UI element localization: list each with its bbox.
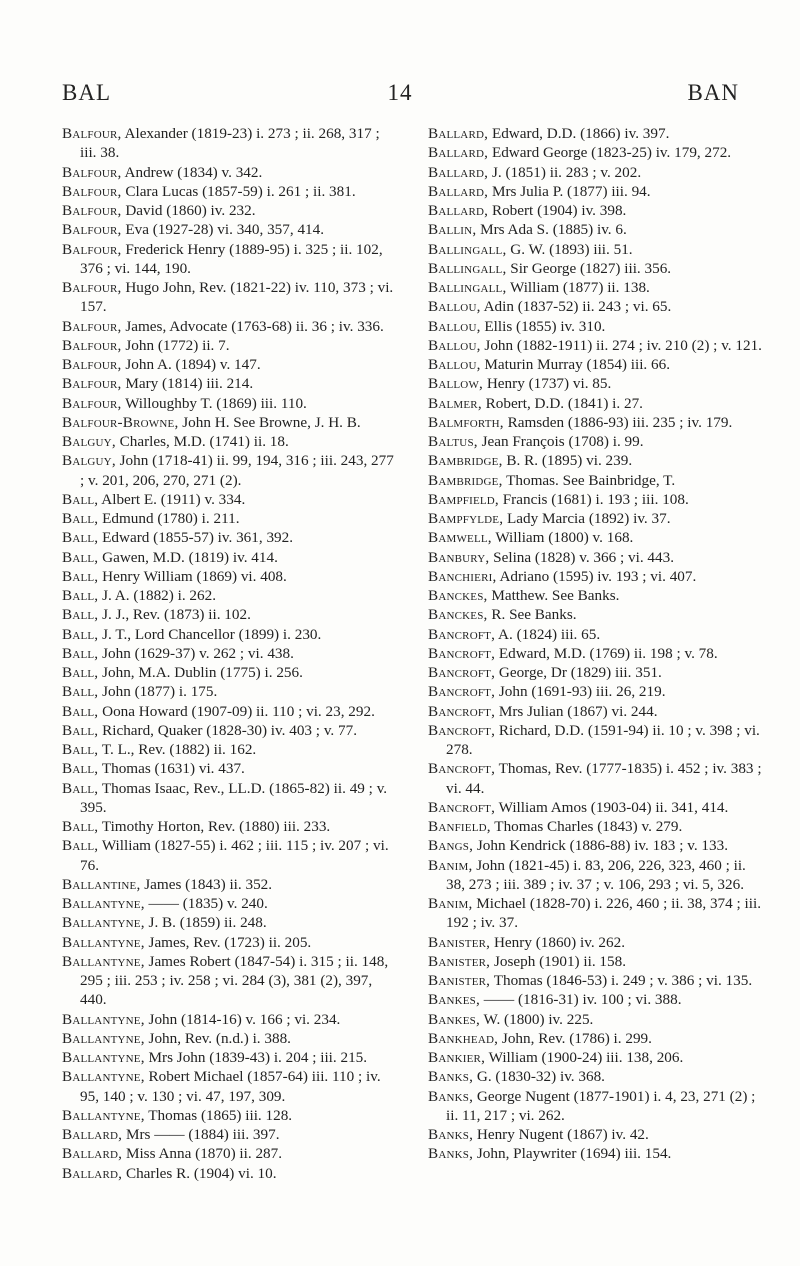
- entry-details: Gawen, M.D. (1819) iv. 414.: [98, 548, 278, 566]
- index-entry: [428, 817, 764, 836]
- index-entry: [428, 201, 764, 220]
- index-entry: [428, 721, 764, 760]
- entry-surname: Banister,: [428, 952, 491, 970]
- index-entry: [428, 432, 764, 451]
- entry-details: Sir George (1827) iii. 356.: [506, 259, 672, 277]
- index-entry: [62, 1125, 398, 1144]
- entry-surname: Ballard,: [428, 182, 489, 200]
- entry-surname: Bamwell,: [428, 529, 492, 547]
- entry-surname: Banfield,: [428, 818, 491, 835]
- entry-details: J. A. (1882) i. 262.: [98, 587, 217, 604]
- index-entry: [428, 856, 764, 895]
- entry-surname: Ball,: [62, 818, 99, 835]
- entry-surname: Ball,: [62, 625, 99, 643]
- entry-details: Ramsden (1886-93) iii. 235 ; iv. 179.: [503, 413, 733, 431]
- entry-surname: Ballantyne,: [62, 1029, 145, 1047]
- entry-surname: Balfour,: [62, 202, 122, 219]
- entry-surname: Balmforth,: [428, 413, 504, 431]
- entry-surname: Bangs,: [428, 837, 474, 855]
- entry-surname: Ballingall,: [428, 259, 507, 277]
- entry-surname: Bankhead,: [428, 1029, 499, 1047]
- entry-surname: Ballou,: [428, 356, 481, 373]
- entry-details: Frederick Henry (1889-95) i. 325 ; ii. 102, 376 ; vi. 144, 190.: [80, 240, 383, 277]
- entry-surname: Ballantyne,: [62, 952, 145, 970]
- entry-surname: Bancroft,: [428, 664, 496, 681]
- entry-surname: Balfour,: [62, 336, 122, 354]
- index-entry: [62, 432, 398, 451]
- entry-surname: Ballou,: [428, 317, 481, 335]
- index-entry: [428, 586, 764, 605]
- entry-details: Edward, D.D. (1866) iv. 397.: [488, 125, 670, 142]
- entry-details: Michael (1828-70) i. 226, 460 ; ii. 38, 374 ; iii. 192 ; iv. 37.: [446, 895, 762, 932]
- entry-details: Henry (1737) vi. 85.: [483, 375, 612, 393]
- index-entry: [428, 933, 764, 952]
- entry-details: Maturin Murray (1854) iii. 66.: [480, 356, 671, 373]
- entry-details: Joseph (1901) ii. 158.: [490, 952, 627, 970]
- entry-surname: Bancroft,: [428, 683, 496, 701]
- entry-details: William (1827-55) i. 462 ; iii. 115 ; iv. 207 ; vi. 76.: [80, 837, 389, 874]
- index-entry: [428, 336, 764, 355]
- entry-surname: Ball,: [62, 721, 99, 739]
- entry-surname: Ball,: [62, 683, 99, 701]
- entry-surname: Balguy,: [62, 433, 116, 450]
- entry-details: Mrs Ada S. (1885) iv. 6.: [476, 221, 627, 239]
- entry-details: John H. See Browne, J. H. B.: [178, 413, 361, 431]
- entry-details: John (1718-41) ii. 99, 194, 316 ; iii. 243, 277 ; v. 201, 206, 270, 271 (2).: [80, 452, 394, 489]
- entry-surname: Bancroft,: [428, 702, 496, 720]
- index-entry: [428, 1067, 764, 1086]
- entry-details: Francis (1681) i. 193 ; iii. 108.: [498, 490, 689, 508]
- entry-surname: Ball,: [62, 741, 99, 758]
- index-column-right: [428, 124, 764, 1164]
- index-entry: [62, 702, 398, 721]
- entry-details: Edmund (1780) i. 211.: [98, 510, 240, 527]
- index-entry: [62, 836, 398, 875]
- entry-surname: Ball,: [62, 837, 99, 855]
- index-entry: [428, 952, 764, 971]
- entry-details: Robert, D.D. (1841) i. 27.: [481, 394, 643, 412]
- index-entry: [428, 528, 764, 547]
- entry-surname: Banks,: [428, 1126, 474, 1143]
- entry-details: A. (1824) iii. 65.: [495, 625, 601, 643]
- index-entry: [62, 201, 398, 220]
- entry-details: Charles, M.D. (1741) ii. 18.: [115, 433, 289, 450]
- entry-surname: Ballantyne,: [62, 1049, 145, 1066]
- entry-details: Jean François (1708) i. 99.: [477, 433, 644, 450]
- index-entry: [428, 894, 764, 933]
- index-entry: [62, 682, 398, 701]
- entry-details: William (1900-24) iii. 138, 206.: [485, 1049, 684, 1066]
- entry-details: Andrew (1834) v. 342.: [121, 163, 263, 181]
- index-entry: [62, 952, 398, 1010]
- entry-surname: Ballantyne,: [62, 933, 145, 951]
- index-entry: [428, 259, 764, 278]
- index-entry: [428, 1087, 764, 1126]
- index-entry: [62, 567, 398, 586]
- index-entry: [62, 1106, 398, 1125]
- index-entry: [428, 644, 764, 663]
- entry-details: Mrs Julia P. (1877) iii. 94.: [488, 182, 651, 200]
- index-entry: [428, 759, 764, 798]
- entry-surname: Ballard,: [62, 1145, 123, 1163]
- entry-details: R. See Banks.: [487, 606, 577, 624]
- entry-details: William (1877) ii. 138.: [506, 279, 650, 296]
- entry-details: Richard, Quaker (1828-30) iv. 403 ; v. 77.: [98, 721, 358, 739]
- entry-details: J. B. (1859) ii. 248.: [144, 914, 267, 932]
- entry-details: Oona Howard (1907-09) ii. 110 ; vi. 23, 292.: [98, 702, 375, 720]
- index-entry: [62, 933, 398, 952]
- entry-details: —— (1835) v. 240.: [144, 895, 268, 912]
- index-entry: [62, 817, 398, 836]
- entry-details: Thomas. See Bainbridge, T.: [502, 471, 676, 489]
- entry-details: Robert Michael (1857-64) iii. 110 ; iv. 95, 140 ; v. 130 ; vi. 47, 197, 309.: [80, 1068, 381, 1105]
- entry-details: G. W. (1893) iii. 51.: [506, 240, 633, 258]
- entry-surname: Ballou,: [428, 298, 481, 316]
- entry-details: Lady Marcia (1892) iv. 37.: [503, 510, 671, 527]
- page-number: 14: [387, 80, 413, 105]
- entry-surname: Ballard,: [62, 1164, 123, 1182]
- entry-details: James (1843) ii. 352.: [140, 875, 273, 893]
- index-entry: [62, 220, 398, 239]
- entry-details: John (1814-16) v. 166 ; vi. 234.: [144, 1010, 341, 1028]
- index-entry: [62, 875, 398, 894]
- entry-surname: Balfour,: [62, 125, 122, 142]
- entry-surname: Ballou,: [428, 336, 481, 354]
- entry-details: Robert (1904) iv. 398.: [488, 202, 627, 219]
- entry-details: John, M.A. Dublin (1775) i. 256.: [98, 664, 303, 681]
- index-entry: [62, 490, 398, 509]
- entry-details: T. L., Rev. (1882) ii. 162.: [98, 741, 257, 758]
- entry-details: Willoughby T. (1869) iii. 110.: [121, 394, 307, 412]
- entry-details: John Kendrick (1886-88) iv. 183 ; v. 133.: [473, 837, 728, 855]
- entry-surname: Ballard,: [62, 1126, 123, 1143]
- entry-surname: Ballin,: [428, 221, 477, 239]
- entry-details: John A. (1894) v. 147.: [121, 356, 261, 373]
- entry-surname: Bambridge,: [428, 471, 503, 489]
- entry-surname: Ball,: [62, 606, 99, 624]
- index-entry: [428, 471, 764, 490]
- index-entry: [62, 163, 398, 182]
- entry-surname: Baltus,: [428, 433, 478, 450]
- index-entry: [428, 220, 764, 239]
- index-entry: [62, 413, 398, 432]
- index-entry: [428, 163, 764, 182]
- entry-surname: Banks,: [428, 1087, 474, 1105]
- entry-details: John (1691-93) iii. 26, 219.: [495, 683, 666, 701]
- entry-surname: Banbury,: [428, 548, 490, 566]
- header-right-guide-word: BAN: [687, 80, 739, 105]
- entry-details: Albert E. (1911) v. 334.: [98, 490, 246, 508]
- entry-surname: Balfour,: [62, 279, 122, 296]
- entry-details: J. T., Lord Chancellor (1899) i. 230.: [98, 625, 322, 643]
- index-entry: [428, 836, 764, 855]
- index-entry: [62, 336, 398, 355]
- entry-surname: Ball,: [62, 548, 99, 566]
- index-entry: [62, 1164, 398, 1183]
- entry-details: James, Advocate (1763-68) ii. 36 ; iv. 336.: [121, 317, 384, 335]
- entry-surname: Bampfylde,: [428, 510, 504, 527]
- entry-surname: Ball,: [62, 587, 99, 604]
- entry-details: James Robert (1847-54) i. 315 ; ii. 148, 295 ; iii. 253 ; iv. 258 ; vi. 284 (3), 381 (2), 397, 440.: [80, 952, 389, 1009]
- index-entry: [428, 143, 764, 162]
- index-entry: [428, 990, 764, 1009]
- entry-surname: Banister,: [428, 972, 491, 989]
- index-entry: [62, 1067, 398, 1106]
- entry-surname: Banckes,: [428, 606, 488, 624]
- entry-surname: Ball,: [62, 664, 99, 681]
- entry-surname: Ballard,: [428, 202, 489, 219]
- entry-details: Alexander (1819-23) i. 273 ; ii. 268, 317 ; iii. 38.: [80, 125, 380, 162]
- entry-details: George Nugent (1877-1901) i. 4, 23, 271 (2) ; ii. 11, 217 ; vi. 262.: [446, 1087, 756, 1124]
- index-entry: [62, 1010, 398, 1029]
- entry-details: B. R. (1895) vi. 239.: [502, 452, 633, 470]
- entry-details: George, Dr (1829) iii. 351.: [495, 664, 662, 681]
- entry-surname: Balfour,: [62, 163, 122, 181]
- index-entry: [428, 605, 764, 624]
- entry-surname: Balfour,: [62, 182, 122, 200]
- entry-surname: Balfour,: [62, 317, 122, 335]
- entry-surname: Bampfield,: [428, 490, 499, 508]
- index-entry: [62, 663, 398, 682]
- entry-details: John, Playwriter (1694) iii. 154.: [473, 1145, 672, 1163]
- index-entry: [62, 586, 398, 605]
- index-entry: [62, 779, 398, 818]
- index-entry: [62, 374, 398, 393]
- entry-surname: Ball,: [62, 779, 99, 797]
- entry-details: Edward (1855-57) iv. 361, 392.: [98, 529, 294, 547]
- entry-details: Thomas, Rev. (1777-1835) i. 452 ; iv. 383 ; vi. 44.: [446, 760, 762, 797]
- entry-details: John (1821-45) i. 83, 206, 226, 323, 460 ; ii. 38, 273 ; iii. 389 ; iv. 37 ; v. 106, 293 ; vi. 5, 326.: [446, 856, 746, 893]
- index-entry: [428, 278, 764, 297]
- entry-surname: Balfour,: [62, 240, 122, 258]
- entry-surname: Banks,: [428, 1068, 474, 1086]
- entry-details: John, Rev. (n.d.) i. 388.: [144, 1029, 291, 1047]
- index-entry: [62, 278, 398, 317]
- entry-surname: Bankes,: [428, 1010, 480, 1028]
- index-entry: [428, 124, 764, 143]
- index-column-left: [62, 124, 398, 1183]
- index-entry: [62, 1048, 398, 1067]
- entry-details: John (1772) ii. 7.: [121, 336, 230, 354]
- index-entry: [428, 509, 764, 528]
- entry-details: J. J., Rev. (1873) ii. 102.: [98, 606, 251, 624]
- entry-surname: Ballingall,: [428, 240, 507, 258]
- entry-surname: Balfour,: [62, 221, 122, 239]
- index-entry: [428, 413, 764, 432]
- index-entry: [428, 394, 764, 413]
- entry-surname: Ball,: [62, 644, 99, 662]
- entry-details: Adin (1837-52) ii. 243 ; vi. 65.: [480, 298, 672, 316]
- entry-surname: Banim,: [428, 895, 473, 912]
- entry-surname: Bambridge,: [428, 452, 503, 470]
- entry-details: J. (1851) ii. 283 ; v. 202.: [488, 163, 642, 181]
- entry-surname: Ballingall,: [428, 279, 507, 296]
- index-entry: [62, 355, 398, 374]
- entry-surname: Ballard,: [428, 125, 489, 142]
- entry-surname: Ballantyne,: [62, 895, 145, 912]
- entry-surname: Banchieri,: [428, 567, 497, 585]
- index-entry: [62, 1144, 398, 1163]
- index-entry: [62, 394, 398, 413]
- entry-surname: Balguy,: [62, 452, 116, 470]
- entry-surname: Balmer,: [428, 394, 482, 412]
- entry-details: —— (1816-31) iv. 100 ; vi. 388.: [480, 991, 682, 1009]
- index-entry: [62, 1029, 398, 1048]
- entry-details: Adriano (1595) iv. 193 ; vi. 407.: [496, 567, 697, 585]
- index-entry: [62, 528, 398, 547]
- entry-surname: Ballantine,: [62, 875, 141, 893]
- entry-details: William (1800) v. 168.: [491, 529, 634, 547]
- index-entry: [428, 567, 764, 586]
- entry-surname: Ball,: [62, 567, 99, 585]
- index-entry: [428, 1125, 764, 1144]
- index-entry: [62, 894, 398, 913]
- entry-details: Hugo John, Rev. (1821-22) iv. 110, 373 ; vi. 157.: [80, 279, 394, 316]
- entry-details: Edward, M.D. (1769) ii. 198 ; v. 78.: [495, 644, 718, 662]
- entry-surname: Ballantyne,: [62, 1106, 145, 1124]
- index-entry: [428, 240, 764, 259]
- entry-details: Thomas Charles (1843) v. 279.: [490, 818, 683, 835]
- index-entry: [62, 240, 398, 279]
- index-entry: [62, 509, 398, 528]
- entry-details: Ellis (1855) iv. 310.: [480, 317, 606, 335]
- entry-surname: Ballantyne,: [62, 914, 145, 932]
- header-left-guide-word: BAL: [62, 80, 111, 105]
- entry-details: Mrs —— (1884) iii. 397.: [122, 1126, 280, 1143]
- entry-surname: Balfour,: [62, 356, 122, 373]
- entry-details: John (1629-37) v. 262 ; vi. 438.: [98, 644, 294, 662]
- entry-surname: Bancroft,: [428, 798, 496, 816]
- entry-surname: Ball,: [62, 760, 99, 778]
- index-entry: [62, 182, 398, 201]
- entry-details: Eva (1927-28) vi. 340, 357, 414.: [121, 221, 325, 239]
- index-entry: [62, 605, 398, 624]
- index-entry: [428, 548, 764, 567]
- entry-surname: Ballow,: [428, 375, 484, 393]
- index-entry: [428, 182, 764, 201]
- entry-surname: Bancroft,: [428, 625, 496, 643]
- running-header: [0, 78, 800, 108]
- entry-details: Mrs John (1839-43) i. 204 ; iii. 215.: [144, 1049, 368, 1066]
- index-entry: [428, 317, 764, 336]
- index-entry: [428, 971, 764, 990]
- index-entry: [428, 1010, 764, 1029]
- index-entry: [428, 490, 764, 509]
- entry-details: Thomas (1631) vi. 437.: [98, 760, 245, 778]
- index-entry: [428, 798, 764, 817]
- index-entry: [428, 663, 764, 682]
- entry-details: Thomas (1865) iii. 128.: [144, 1106, 293, 1124]
- index-entry: [428, 451, 764, 470]
- index-entry: [428, 1029, 764, 1048]
- entry-surname: Bancroft,: [428, 721, 496, 739]
- entry-surname: Banks,: [428, 1145, 474, 1163]
- index-entry: [62, 451, 398, 490]
- entry-details: Mrs Julian (1867) vi. 244.: [495, 702, 658, 720]
- index-entry: [62, 721, 398, 740]
- entry-details: William Amos (1903-04) ii. 341, 414.: [495, 798, 729, 816]
- entry-surname: Ballantyne,: [62, 1010, 145, 1028]
- entry-surname: Balfour-Browne,: [62, 413, 179, 431]
- index-entry: [62, 124, 398, 163]
- index-entry: [62, 740, 398, 759]
- entry-surname: Ball,: [62, 702, 99, 720]
- entry-surname: Ball,: [62, 529, 99, 547]
- index-entry: [428, 625, 764, 644]
- entry-details: Henry Nugent (1867) iv. 42.: [473, 1126, 649, 1143]
- entry-details: James, Rev. (1723) ii. 205.: [144, 933, 312, 951]
- entry-surname: Ballard,: [428, 144, 489, 162]
- entry-details: David (1860) iv. 232.: [121, 202, 256, 219]
- entry-details: Henry (1860) iv. 262.: [490, 933, 626, 951]
- entry-details: W. (1800) iv. 225.: [480, 1010, 594, 1028]
- entry-surname: Balfour,: [62, 375, 122, 393]
- entry-surname: Bankier,: [428, 1049, 486, 1066]
- entry-surname: Bancroft,: [428, 760, 496, 778]
- entry-surname: Ball,: [62, 510, 99, 527]
- entry-details: Henry William (1869) vi. 408.: [98, 567, 287, 585]
- entry-details: John (1877) i. 175.: [98, 683, 218, 701]
- entry-surname: Ball,: [62, 490, 99, 508]
- entry-surname: Bancroft,: [428, 644, 496, 662]
- entry-details: Matthew. See Banks.: [487, 587, 620, 604]
- entry-surname: Ballantyne,: [62, 1068, 145, 1086]
- entry-surname: Banim,: [428, 856, 473, 874]
- index-entry: [428, 297, 764, 316]
- index-entry: [62, 548, 398, 567]
- entry-details: Selina (1828) v. 366 ; vi. 443.: [489, 548, 674, 566]
- entry-details: G. (1830-32) iv. 368.: [473, 1068, 605, 1086]
- entry-details: Edward George (1823-25) iv. 179, 272.: [488, 144, 732, 162]
- entry-details: Clara Lucas (1857-59) i. 261 ; ii. 381.: [121, 182, 356, 200]
- entry-details: Miss Anna (1870) ii. 287.: [122, 1145, 283, 1163]
- index-entry: [428, 374, 764, 393]
- index-entry: [428, 1048, 764, 1067]
- index-entry: [62, 644, 398, 663]
- entry-surname: Banckes,: [428, 587, 488, 604]
- entry-surname: Balfour,: [62, 394, 122, 412]
- entry-details: Richard, D.D. (1591-94) ii. 10 ; v. 398 ; vi. 278.: [446, 721, 760, 758]
- index-entry: [428, 1144, 764, 1163]
- index-entry: [62, 625, 398, 644]
- entry-details: Timothy Horton, Rev. (1880) iii. 233.: [98, 818, 331, 835]
- entry-surname: Bankes,: [428, 991, 480, 1009]
- entry-surname: Ballard,: [428, 163, 489, 181]
- entry-details: Thomas Isaac, Rev., LL.D. (1865-82) ii. 49 ; v. 395.: [80, 779, 388, 816]
- entry-details: Charles R. (1904) vi. 10.: [122, 1164, 277, 1182]
- index-entry: [62, 913, 398, 932]
- index-entry: [428, 355, 764, 374]
- index-entry: [62, 759, 398, 778]
- entry-surname: Banister,: [428, 933, 491, 951]
- entry-details: John (1882-1911) ii. 274 ; iv. 210 (2) ; v. 121.: [480, 336, 762, 354]
- index-entry: [428, 682, 764, 701]
- index-entry: [62, 317, 398, 336]
- entry-details: John, Rev. (1786) i. 299.: [498, 1029, 652, 1047]
- index-entry: [428, 702, 764, 721]
- entry-details: Thomas (1846-53) i. 249 ; v. 386 ; vi. 135.: [490, 972, 753, 989]
- entry-details: Mary (1814) iii. 214.: [121, 375, 254, 393]
